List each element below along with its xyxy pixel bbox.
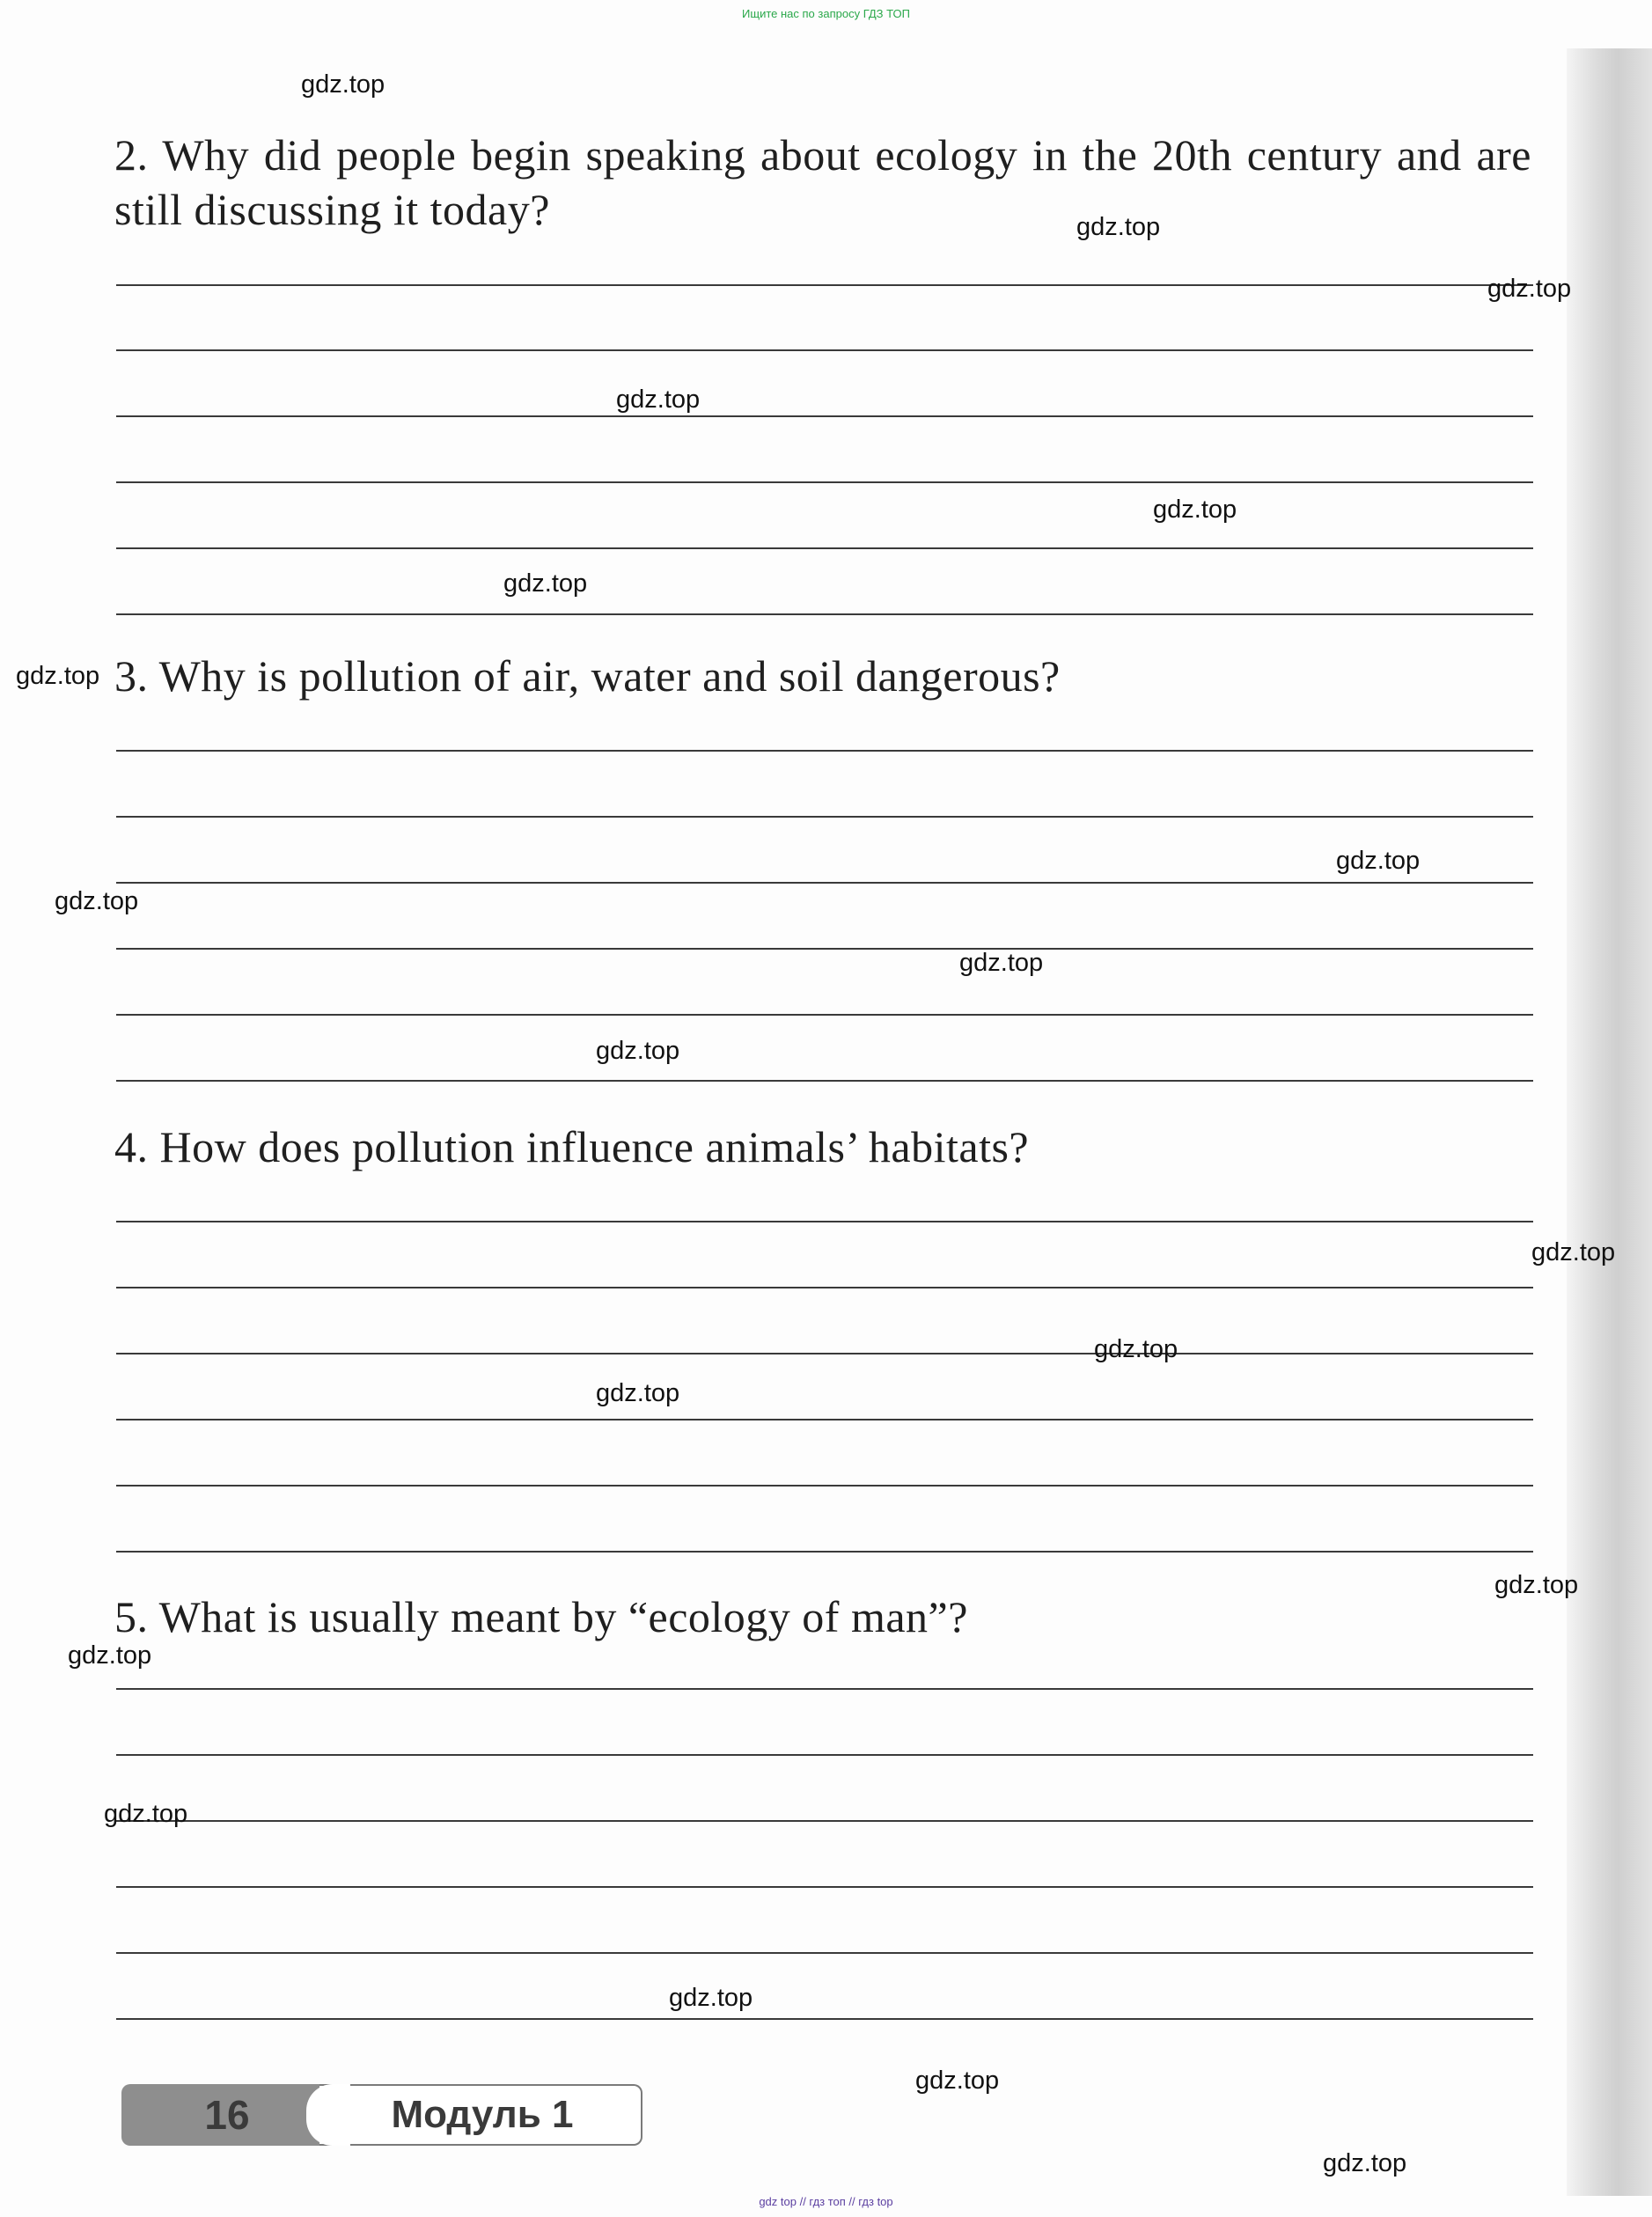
answer-line bbox=[116, 1080, 1533, 1082]
answer-line bbox=[116, 1886, 1533, 1888]
watermark: gdz.top bbox=[915, 2067, 1000, 2095]
answer-line bbox=[116, 1485, 1533, 1487]
answer-line bbox=[116, 1287, 1533, 1288]
answer-line bbox=[116, 284, 1533, 286]
bottom-banner: gdz top // гдз топ // гдз top bbox=[759, 2195, 893, 2208]
question-2: 2. Why did people begin speaking about ecology in the 20th century and are still discussing it today? bbox=[114, 130, 1531, 234]
watermark: gdz.top bbox=[1336, 847, 1421, 875]
watermark: gdz.top bbox=[503, 569, 588, 598]
watermark: gdz.top bbox=[596, 1037, 680, 1065]
answer-line bbox=[116, 948, 1533, 950]
question-5: 5. What is usually meant by “ecology of man”? bbox=[114, 1592, 968, 1641]
page-footer-tab bbox=[121, 2084, 645, 2146]
watermark: gdz.top bbox=[669, 1984, 753, 2012]
answer-line bbox=[116, 1952, 1533, 1954]
module-label: Модуль 1 bbox=[391, 2093, 574, 2136]
answer-line bbox=[116, 882, 1533, 884]
answer-line bbox=[116, 415, 1533, 417]
answer-line bbox=[116, 349, 1533, 351]
answer-line bbox=[116, 1353, 1533, 1354]
watermark: gdz.top bbox=[301, 70, 385, 99]
answer-line bbox=[116, 1551, 1533, 1553]
watermark: gdz.top bbox=[16, 662, 100, 690]
answer-line bbox=[116, 1221, 1533, 1222]
watermark: gdz.top bbox=[1076, 213, 1161, 241]
question-4: 4. How does pollution influence animals’ habitats? bbox=[114, 1122, 1030, 1171]
watermark: gdz.top bbox=[1487, 275, 1572, 303]
watermark: gdz.top bbox=[1494, 1571, 1579, 1599]
watermark: gdz.top bbox=[104, 1800, 188, 1828]
answer-line bbox=[116, 547, 1533, 549]
watermark: gdz.top bbox=[1153, 496, 1237, 524]
watermark: gdz.top bbox=[596, 1379, 680, 1407]
watermark: gdz.top bbox=[55, 887, 139, 915]
scan-spine-shadow bbox=[1567, 48, 1652, 2196]
page-number: 16 bbox=[204, 2092, 250, 2138]
answer-line bbox=[116, 1820, 1533, 1822]
answer-line bbox=[116, 481, 1533, 483]
watermark: gdz.top bbox=[1094, 1335, 1178, 1363]
answer-line bbox=[116, 1014, 1533, 1016]
answer-line bbox=[116, 2018, 1533, 2020]
answer-line bbox=[116, 816, 1533, 818]
watermark: gdz.top bbox=[959, 949, 1044, 977]
watermark: gdz.top bbox=[1323, 2149, 1407, 2177]
question-3: 3. Why is pollution of air, water and soil dangerous? bbox=[114, 651, 1061, 701]
watermark: gdz.top bbox=[1531, 1238, 1616, 1266]
answer-line bbox=[116, 613, 1533, 615]
answer-line bbox=[116, 750, 1533, 752]
answer-line bbox=[116, 1419, 1533, 1420]
answer-line bbox=[116, 1688, 1533, 1690]
watermark: gdz.top bbox=[68, 1641, 152, 1670]
top-banner: Ищите нас по запросу ГДЗ ТОП bbox=[742, 7, 910, 20]
watermark: gdz.top bbox=[616, 385, 701, 414]
answer-line bbox=[116, 1754, 1533, 1756]
